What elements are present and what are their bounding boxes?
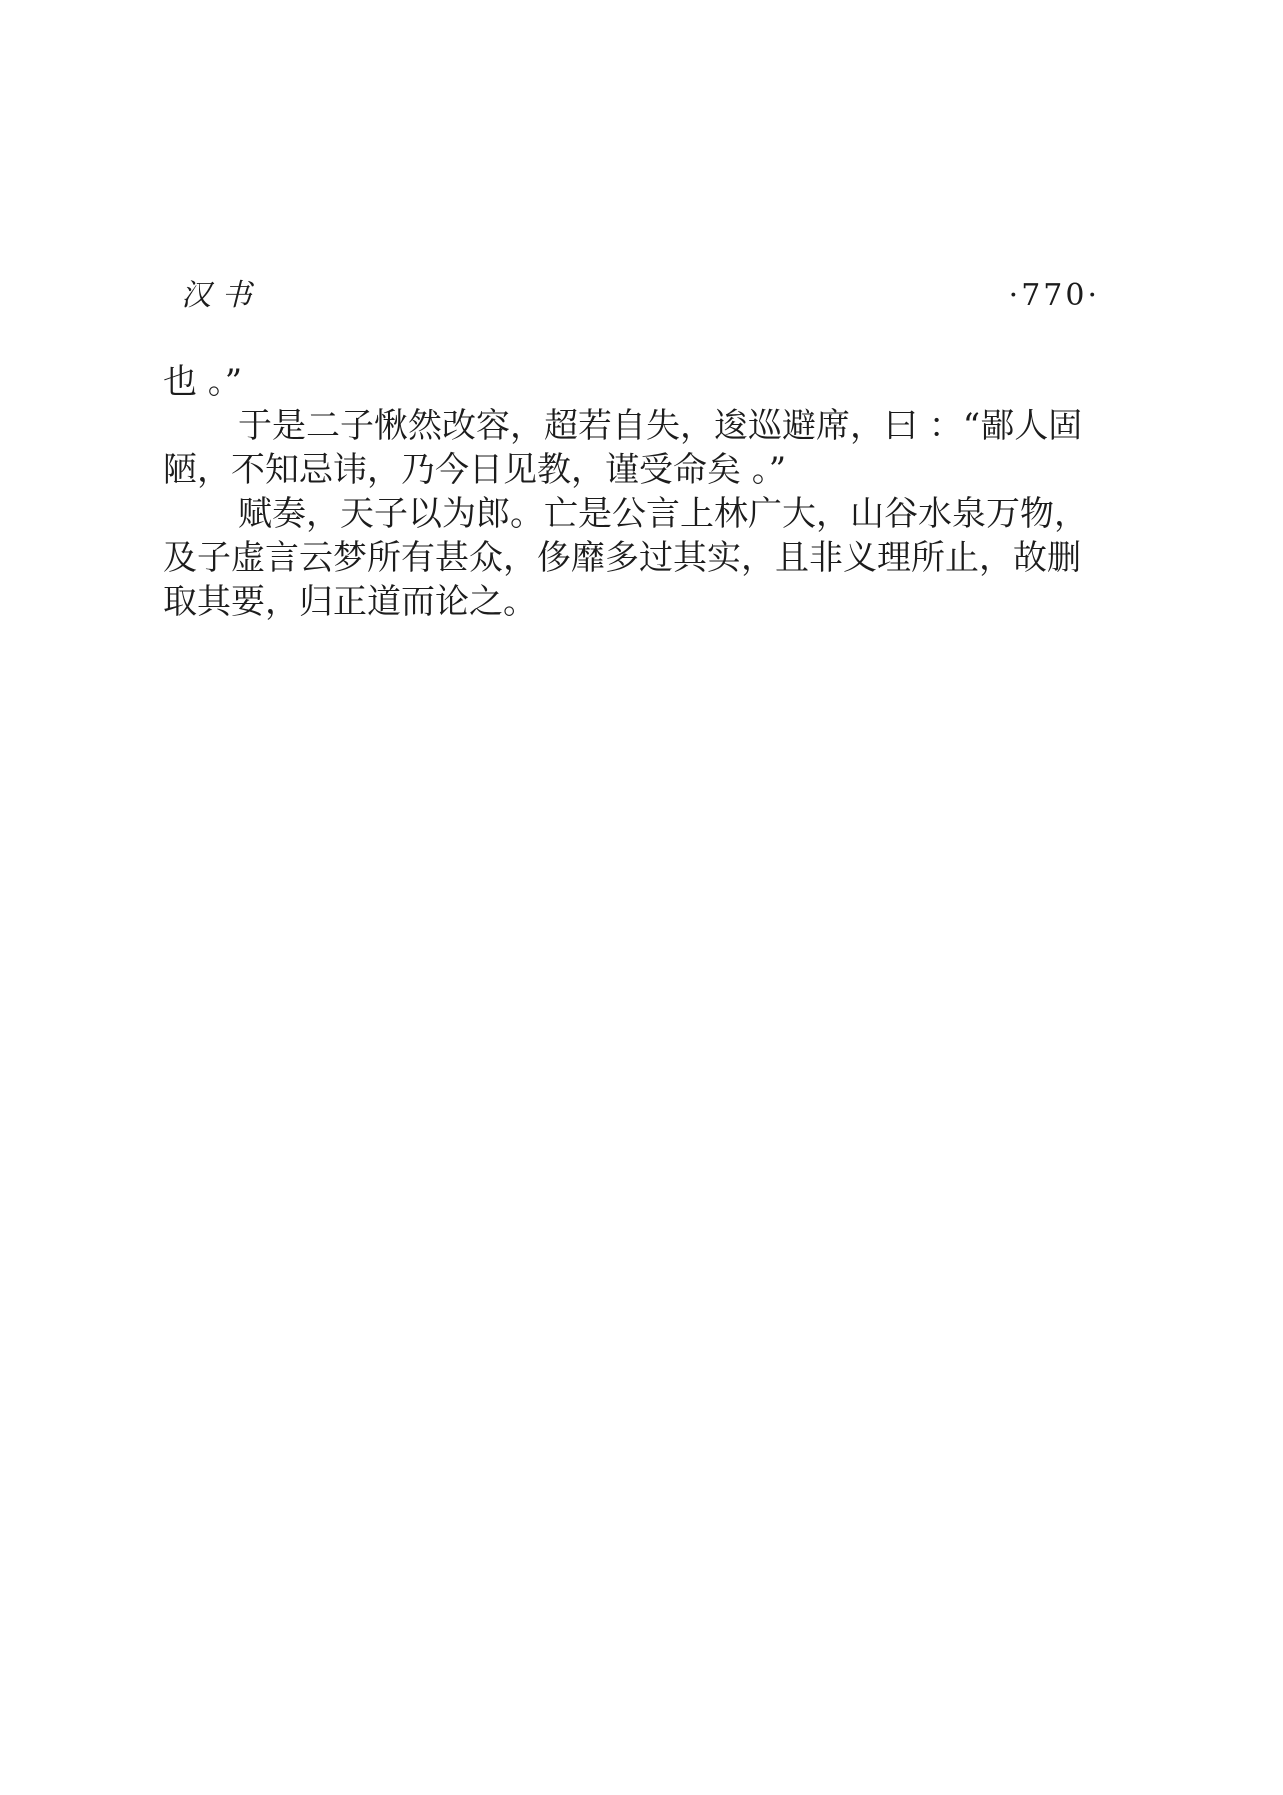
text-line-5: 及子虚言云梦所有甚众，侈靡多过其实，且非义理所止，故删 (163, 538, 1081, 578)
book-title: 汉书 (181, 278, 262, 313)
text-line-4: 赋奏，天子以为郎。亡是公言上林广大，山谷水泉万物， (238, 494, 1088, 534)
text-line-1: 也 。” (163, 362, 243, 402)
text-line-3: 陋，不知忌讳，乃今日见教，谨受命矣 。” (163, 450, 787, 490)
page-number: ·770· (1008, 278, 1100, 313)
text-line-6: 取其要，归正道而论之。 (163, 582, 537, 622)
text-line-2: 于是二子愀然改容，超若自失，逡巡避席，曰 ：“鄙人固 (238, 406, 1083, 446)
running-header (163, 270, 1100, 313)
body-text (163, 360, 1108, 624)
